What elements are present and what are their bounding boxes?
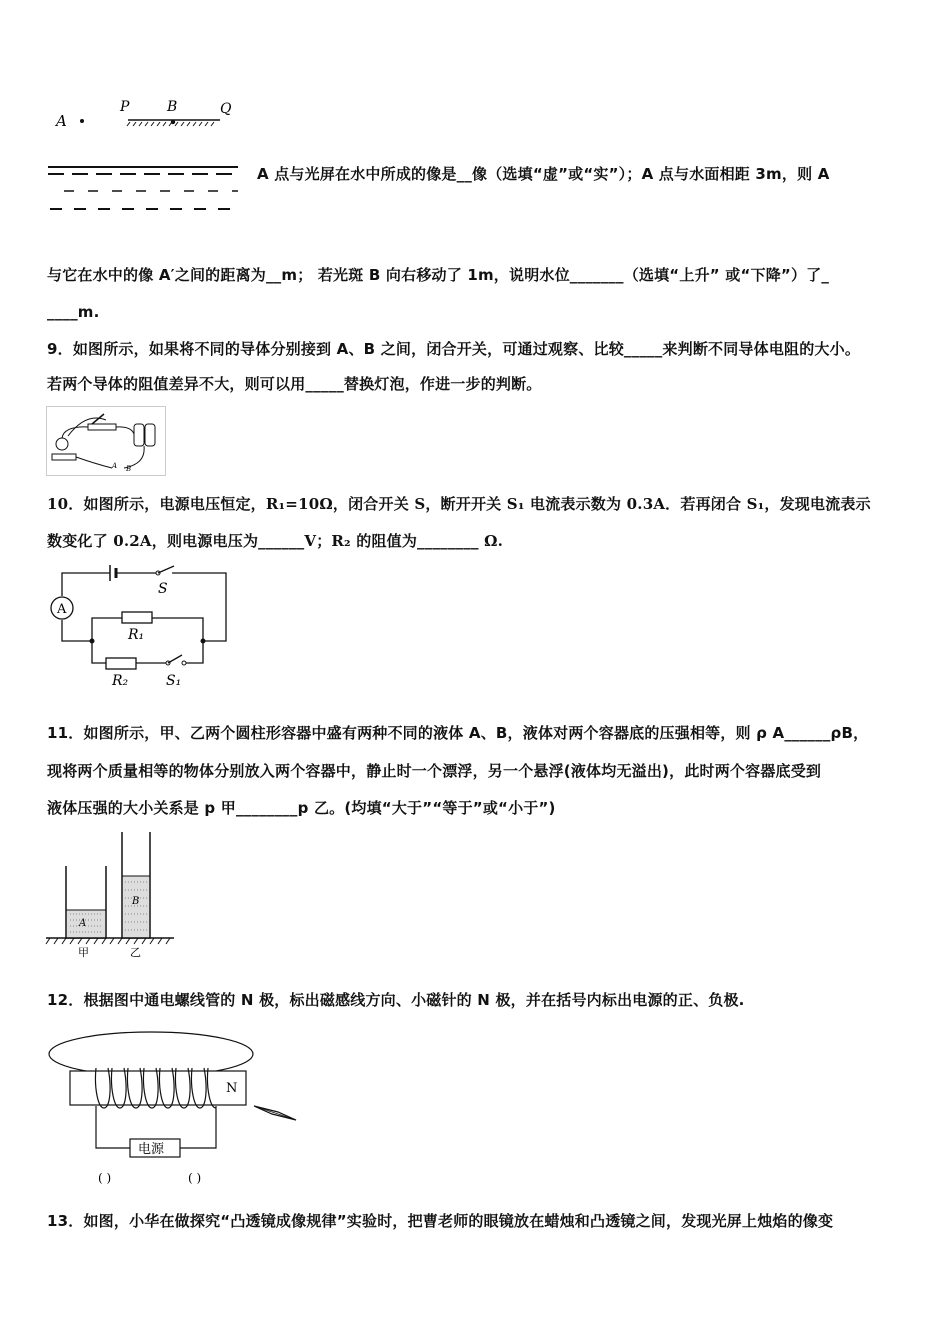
- resistor-r2: [106, 658, 136, 669]
- q10-text-line-2: 数变化了 0.2A，则电源电压为______V；R₂ 的阻值为________ Ω.: [47, 532, 504, 550]
- point-p-label: P: [120, 99, 130, 115]
- terminal-a-label: A: [112, 462, 118, 470]
- terminal-b-label: B: [126, 465, 132, 473]
- figure-q10-circuit: [48, 563, 238, 693]
- point-b-label: B: [167, 99, 178, 115]
- figure-q8-water: [46, 162, 246, 217]
- q9-text-line-1: 9．如图所示，如果将不同的导体分别接到 A、B 之间，闭合开关，可通过观察、比较_____来判断不同导体电阻的大小。: [47, 340, 861, 358]
- resistor-r1-label: R₁: [128, 627, 145, 643]
- junction-left: [90, 639, 95, 644]
- ammeter-label: A: [57, 602, 67, 617]
- pole-n-label: N: [226, 1081, 238, 1096]
- resistor-r1: [122, 612, 152, 623]
- q8-text-line-1: A 点与光屏在水中所成的像是__像（选填“虚”或“实”）；A 点与水面相距 3m，则 A: [257, 165, 830, 183]
- battery-2: [145, 424, 155, 446]
- switch-base: [88, 424, 116, 430]
- spot-b-dot: [171, 120, 175, 124]
- ground-hatching: [46, 938, 170, 944]
- liquid-b: [123, 876, 149, 938]
- q8-text-line-2: 与它在水中的像 A′之间的距离为__m； 若光斑 B 向右移动了 1m，说明水位_______（选填“上升” 或“下降”）了_: [47, 266, 830, 284]
- liquid-a-label: A: [79, 918, 87, 929]
- water-hatching: [127, 122, 214, 126]
- switch-s1-label: S₁: [166, 673, 182, 689]
- switch-s-label: S: [158, 581, 168, 597]
- q10-text-line-1: 10．如图所示，电源电压恒定，R₁=10Ω，闭合开关 S，断开开关 S₁ 电流表示数为 0.3A．若再闭合 S₁，发现电流表示: [47, 495, 871, 513]
- compass-needle-axis: [254, 1106, 296, 1120]
- figure-q11-containers: [44, 828, 184, 960]
- junction-right: [201, 639, 206, 644]
- q11-text-line-3: 液体压强的大小关系是 p 甲________p 乙。(均填“大于”“等于”或“小于”): [47, 799, 556, 817]
- container-jia-label: 甲: [78, 946, 89, 959]
- figure-q8-light: [50, 95, 250, 135]
- q8-text-line-3: ____m.: [47, 303, 100, 321]
- point-a-label: A: [56, 112, 67, 130]
- magnetic-field-line: [49, 1032, 253, 1076]
- resistor-r2-label: R₂: [112, 673, 129, 689]
- q12-text-line-1: 12．根据图中通电螺线管的 N 极，标出磁感线方向、小磁针的 N 极，并在括号内标出电源的正、负极.: [47, 991, 745, 1009]
- figure-q9-circuit: [46, 406, 166, 476]
- point-q-label: Q: [220, 101, 232, 117]
- q13-text-line-1: 13．如图，小华在做探究“凸透镜成像规律”实验时，把曹老师的眼镜放在蜡烛和凸透镜之间，发现光屏上烛焰的像变: [47, 1212, 834, 1230]
- bulb-base: [52, 454, 76, 460]
- q9-text-line-2: 若两个导体的阻值差异不大，则可以用_____替换灯泡，作进一步的判断。: [47, 375, 542, 393]
- switch-s1-contact-2: [182, 661, 186, 665]
- battery-1: [134, 424, 144, 446]
- bracket-right: ( ): [188, 1171, 202, 1185]
- figure-q12-solenoid: [46, 1028, 306, 1193]
- q11-text-line-2: 现将两个质量相等的物体分别放入两个容器中，静止时一个漂浮，另一个悬浮(液体均无溢出)，此时两个容器底受到: [47, 762, 822, 780]
- power-source-label: 电源: [138, 1142, 165, 1157]
- container-yi-label: 乙: [130, 946, 141, 959]
- bracket-left: ( ): [98, 1171, 112, 1185]
- q11-text-line-1: 11．如图所示，甲、乙两个圆柱形容器中盛有两种不同的液体 A、B，液体对两个容器底的压强相等，则 ρ A______ρB，: [47, 724, 869, 742]
- switch-s-blade: [158, 566, 174, 573]
- switch-s1-blade: [168, 655, 182, 663]
- bulb-icon: [56, 438, 68, 450]
- liquid-b-label: B: [132, 896, 140, 907]
- point-a-dot: [80, 119, 84, 123]
